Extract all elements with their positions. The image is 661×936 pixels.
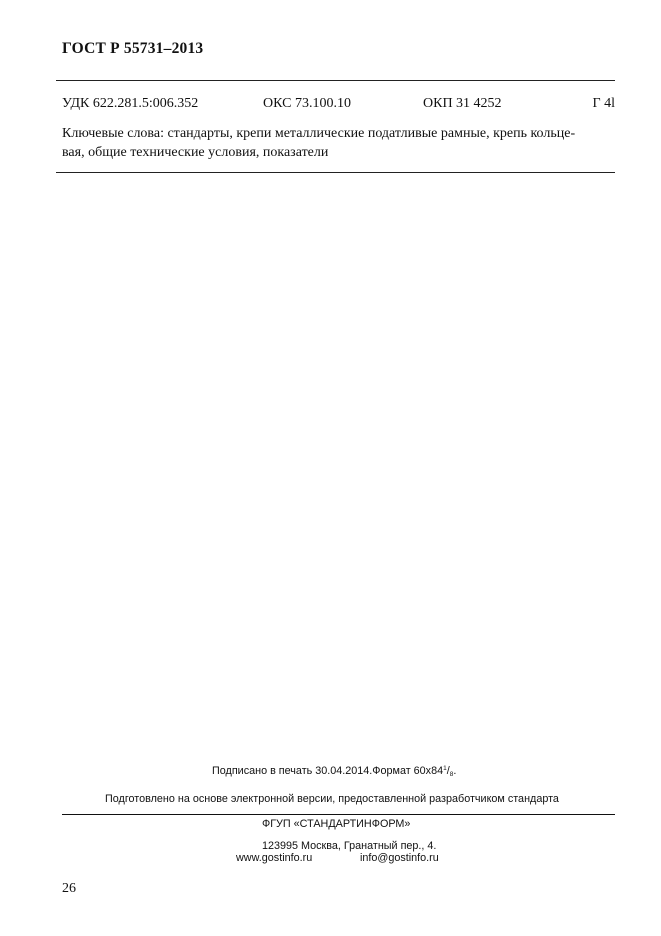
- oks-code: ОКС 73.100.10: [263, 96, 351, 111]
- keywords-line-2: вая, общие технические условия, показатели: [62, 145, 329, 160]
- signed-for-print: Подписано в печать 30.04.2014.Формат $60x84^1/_8$.: [212, 765, 457, 778]
- page-number: 26: [62, 881, 76, 896]
- website-link[interactable]: www.gostinfo.ru: [236, 852, 313, 864]
- signed-end: .: [453, 765, 457, 777]
- format-denominator: 8: [449, 771, 454, 778]
- signed-text: Подписано в печать 30.04.2014.Формат 60x84: [212, 765, 444, 777]
- imprint-divider: [62, 814, 615, 815]
- keywords-block: [62, 124, 612, 162]
- prepared-note: Подготовлено на основе электронной версии, предоставленной разработчиком стандарта: [105, 793, 559, 805]
- publisher-name: ФГУП «СТАНДАРТИНФОРМ»: [262, 818, 411, 830]
- email-link[interactable]: info@gostinfo.ru: [360, 852, 439, 864]
- group-code: Г 4l: [592, 96, 615, 111]
- okp-code: ОКП 31 4252: [423, 96, 502, 111]
- keywords-divider: [56, 172, 615, 173]
- udk-code: УДК 622.281.5:006.352: [62, 96, 199, 111]
- format-numerator: 1: [443, 765, 447, 772]
- document-code: ГОСТ Р 55731–2013: [62, 40, 204, 57]
- top-divider: [56, 80, 615, 81]
- keywords-line-1: Ключевые слова: стандарты, крепи металлические податливые рамные, крепь кольце-: [62, 126, 576, 141]
- publisher-address: 123995 Москва, Гранатный пер., 4.: [262, 840, 437, 852]
